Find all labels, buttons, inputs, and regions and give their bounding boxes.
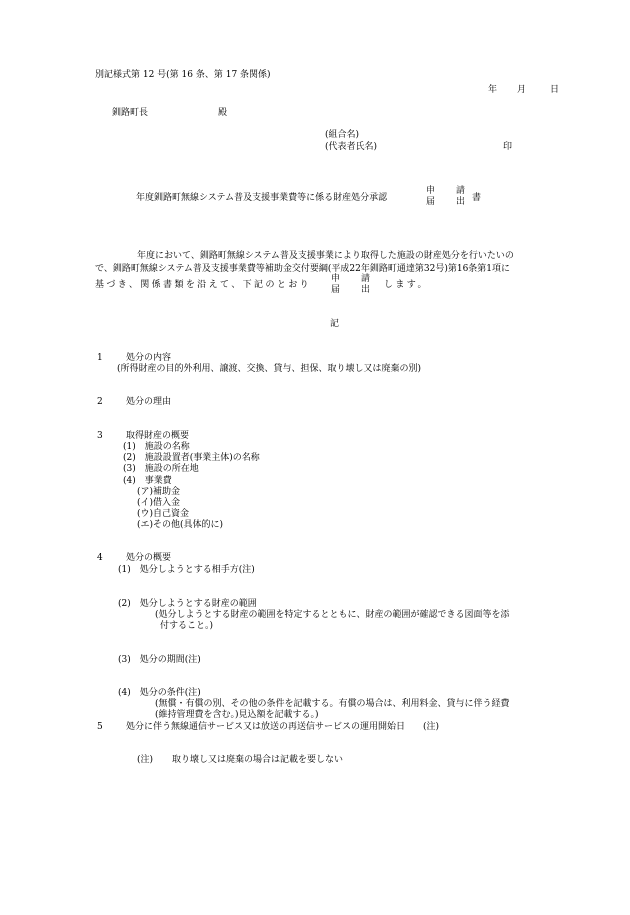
body-option-sei-shutsu — [361, 275, 370, 295]
item-1-number: 1 — [97, 353, 103, 363]
title-option-shin: 申 — [426, 186, 436, 196]
item-4-sub-4-note-2: (維持管理費を含む。)見込額を記載する。) — [155, 710, 319, 720]
item-1-note: (所得財産の目的外利用、譲渡、交換、貸与、担保、取り壊し又は廃棄の別) — [117, 364, 422, 374]
item-5-number: 5 — [97, 722, 103, 732]
item-2-number: 2 — [97, 397, 103, 407]
title-suffix: 書 — [472, 193, 482, 203]
item-3-sub-4a: (ア)補助金 — [137, 487, 181, 497]
footnote-text: 取り壊し又は廃棄の場合は記載を要しない — [172, 755, 344, 765]
date-day-label: 日 — [550, 85, 560, 95]
union-name-label: (組合名) — [325, 130, 360, 140]
item-4-sub-3: (3) 処分の期間(注) — [118, 655, 201, 665]
item-5-label: 処分に伴う無線通信サービス又は放送の再送信サービスの運用開始日 (注) — [126, 722, 440, 732]
body-option-shin: 申 — [331, 274, 341, 284]
item-3-sub-2: (2) 施設設置者(事業主体)の名称 — [123, 453, 260, 463]
document-title: 年度釧路町無線システム普及支援事業費等に係る財産処分承認 — [136, 193, 388, 203]
title-option-shin-todoke — [426, 187, 435, 207]
item-4-sub-2-note-1: (処分しようとする財産の範囲を特定するとともに、財産の範囲が確認できる図面等を添 — [155, 610, 510, 620]
body-line-1: 年度において、釧路町無線システム普及支援事業により取得した施設の財産処分を行いたいの — [137, 251, 514, 261]
item-4-sub-2: (2) 処分しようとする財産の範囲 — [118, 599, 257, 609]
title-option-shutsu: 出 — [456, 197, 466, 207]
body-line-2: で、釧路町無線システム普及支援事業費等補助金交付要綱(平成22年釧路町通達第32号)第16条第1項に — [95, 264, 511, 274]
title-option-todoke: 届 — [426, 197, 436, 207]
item-4-sub-4-note-1: (無償・有償の別、その他の条件を記載する。有償の場合は、利用料金、貸与に伴う経費 — [155, 699, 510, 709]
item-4-number: 4 — [97, 553, 103, 563]
item-2-label: 処分の理由 — [126, 397, 172, 407]
footnote-mark: (注) — [137, 755, 154, 765]
ki-heading: 記 — [330, 319, 340, 329]
body-line-3: 基づき、関係書類を沿えて、下記のとおり — [95, 280, 312, 290]
body-line-3-end: します。 — [384, 280, 429, 290]
item-3-sub-1: (1) 施設の名称 — [123, 442, 190, 452]
date-year-label: 年 — [488, 85, 498, 95]
item-3-sub-4d: (エ)その他(具体的に) — [137, 520, 224, 530]
representative-label: (代表者氏名) — [325, 142, 378, 152]
body-option-shutsu: 出 — [361, 285, 371, 295]
form-number: 別記様式第 12 号(第 16 条、第 17 条関係) — [95, 70, 271, 80]
item-4-sub-4: (4) 処分の条件(注) — [118, 688, 201, 698]
item-3-sub-4c: (ウ)自己資金 — [137, 509, 190, 519]
title-option-sei: 請 — [456, 186, 466, 196]
title-option-sei-shutsu — [456, 187, 465, 207]
item-1-label: 処分の内容 — [126, 353, 172, 363]
seal-mark: 印 — [503, 142, 513, 152]
addressee: 釧路町長 — [112, 108, 149, 118]
item-3-sub-4: (4) 事業費 — [123, 476, 172, 486]
item-3-number: 3 — [97, 431, 103, 441]
date-month-label: 月 — [517, 85, 527, 95]
item-4-sub-2-note-2: 付すること。) — [160, 621, 214, 631]
item-3-label: 取得財産の概要 — [126, 431, 190, 441]
item-4-sub-1: (1) 処分しようとする相手方(注) — [118, 565, 255, 575]
body-option-shin-todoke — [331, 275, 340, 295]
item-3-sub-3: (3) 施設の所在地 — [123, 464, 199, 474]
item-4-label: 処分の概要 — [126, 553, 172, 563]
body-option-sei: 請 — [361, 274, 371, 284]
item-3-sub-4b: (イ)借入金 — [137, 498, 181, 508]
honorific: 殿 — [218, 108, 228, 118]
body-option-todoke: 届 — [331, 285, 341, 295]
